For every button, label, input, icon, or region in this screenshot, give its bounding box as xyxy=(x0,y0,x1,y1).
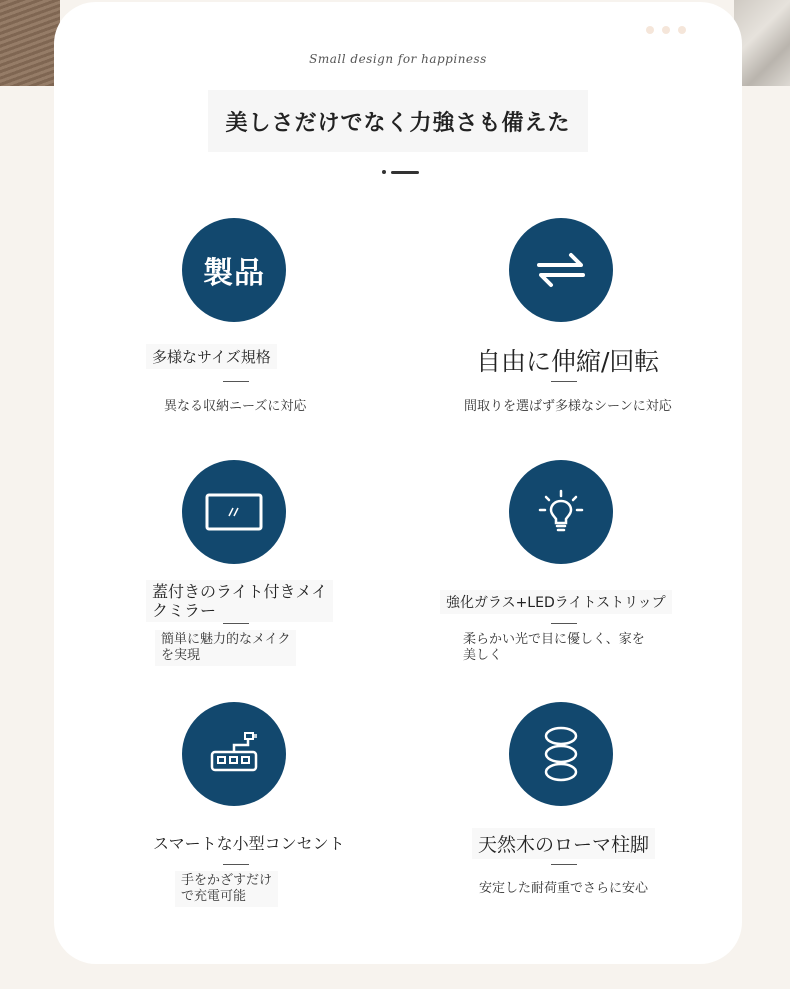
feature-description xyxy=(463,632,645,664)
dot xyxy=(662,26,670,34)
feature-title xyxy=(146,580,333,622)
product-text-icon xyxy=(182,218,286,322)
title-line: 蓋付きのライト付きメイ xyxy=(152,582,328,601)
stone-texture xyxy=(734,0,790,86)
title-line: クミラー xyxy=(152,601,217,620)
decorative-dots xyxy=(646,26,686,34)
stacked-rings-icon xyxy=(509,702,613,806)
divider-dot xyxy=(382,170,386,174)
title-underline xyxy=(551,623,577,624)
dot xyxy=(646,26,654,34)
feature-description: 異なる収納ニーズに対応 xyxy=(164,399,307,414)
desc-line: 簡単に魅力的なメイク xyxy=(161,632,291,647)
desc-line: 手をかざすだけ xyxy=(181,873,273,888)
power-strip-icon xyxy=(182,702,286,806)
desc-line: で充電可能 xyxy=(181,889,247,904)
wood-texture xyxy=(0,0,60,86)
title-underline xyxy=(223,864,249,865)
desc-line: を実現 xyxy=(161,648,201,663)
feature-title: 天然木のローマ柱脚 xyxy=(472,828,655,859)
swap-arrows-icon xyxy=(509,218,613,322)
page-title: 美しさだけでなく力強さも備えた xyxy=(225,110,571,136)
dot xyxy=(678,26,686,34)
feature-title: スマートな小型コンセント xyxy=(153,834,345,853)
feature-title: 強化ガラス+LEDライトストリップ xyxy=(440,590,672,614)
feature-description xyxy=(175,871,278,907)
feature-title: 多様なサイズ規格 xyxy=(146,344,277,369)
page-footer-strip xyxy=(0,964,790,989)
title-underline xyxy=(223,381,249,382)
headline-box xyxy=(208,90,588,152)
title-underline xyxy=(551,381,577,382)
title-underline xyxy=(551,864,577,865)
script-tagline: Small design for happiness xyxy=(309,52,487,66)
section-divider xyxy=(382,168,422,176)
desc-line: 美しく xyxy=(463,648,503,663)
title-underline xyxy=(223,623,249,624)
divider-bar xyxy=(391,171,419,174)
product-icon-label: 製品 xyxy=(203,256,265,291)
desc-line: 柔らかい光で目に優しく、家を xyxy=(463,632,645,647)
feature-card xyxy=(54,2,742,964)
mirror-icon xyxy=(182,460,286,564)
feature-description: 間取りを選ばず多様なシーンに対応 xyxy=(464,399,672,414)
feature-title: 自由に伸縮/回転 xyxy=(476,347,660,376)
feature-description xyxy=(155,630,296,666)
feature-description: 安定した耐荷重でさらに安心 xyxy=(479,881,649,896)
light-bulb-icon xyxy=(509,460,613,564)
